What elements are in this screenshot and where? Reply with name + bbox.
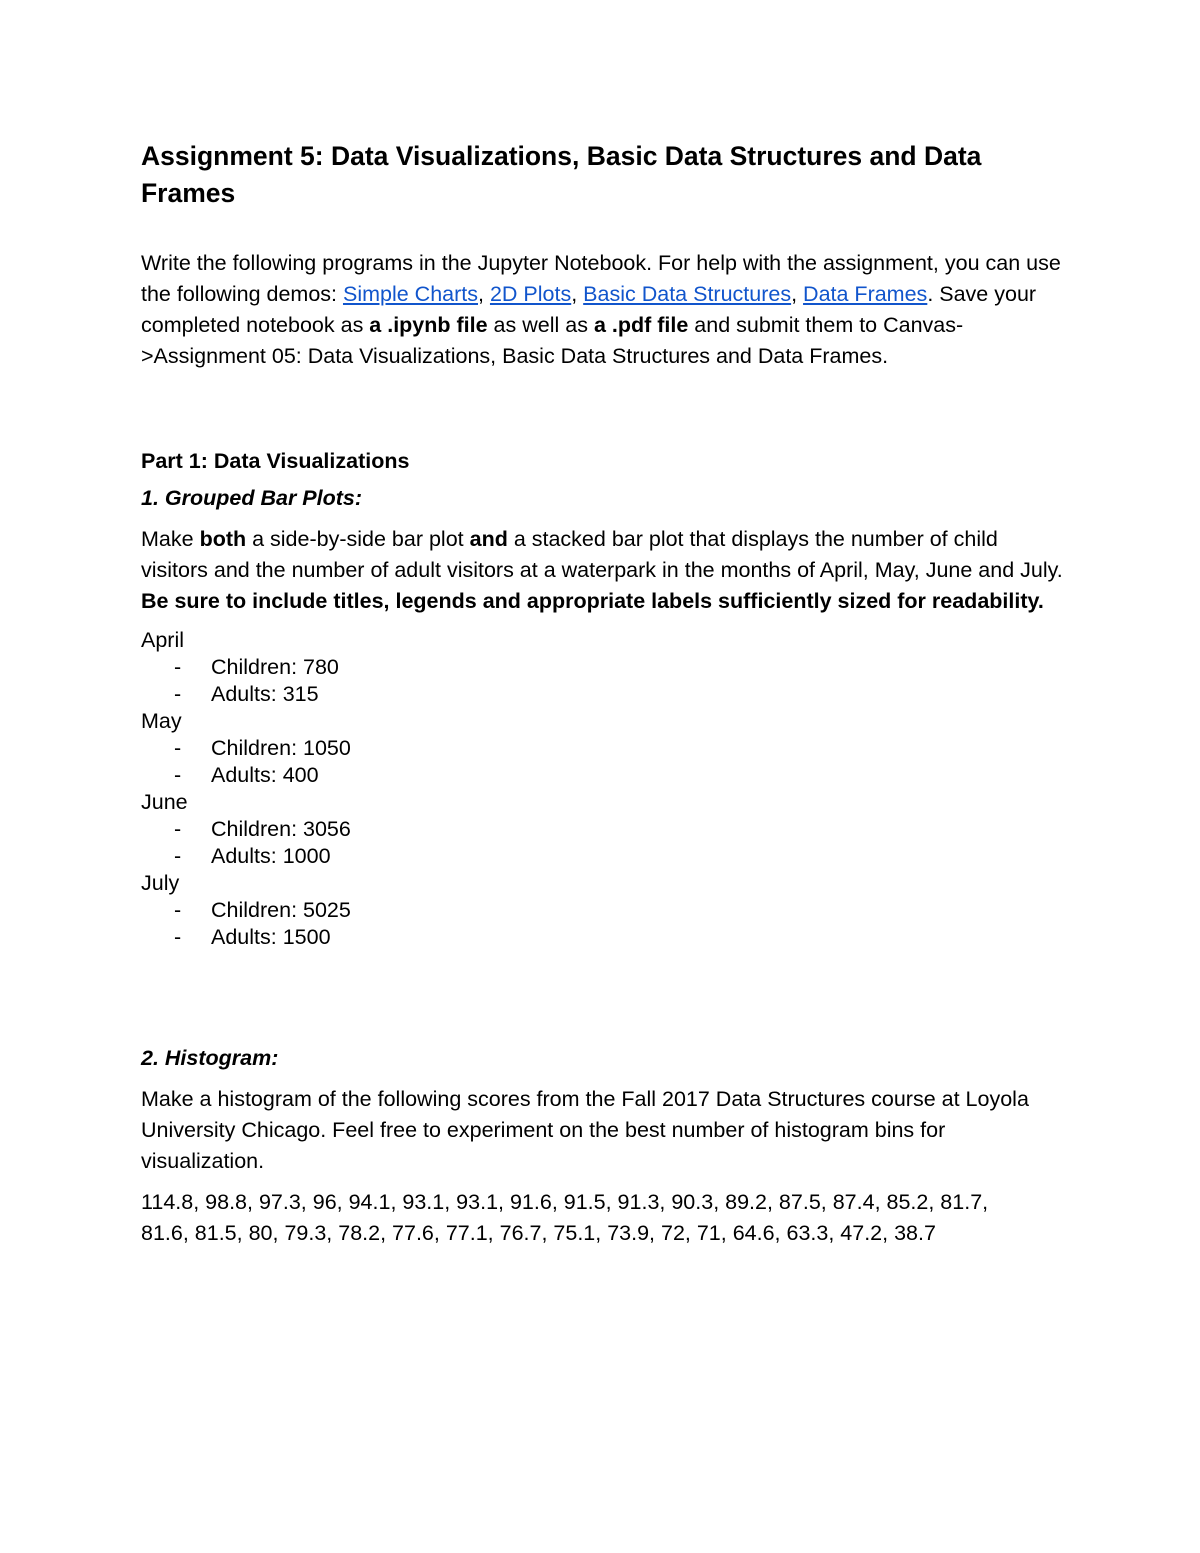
dash-bullet: - — [174, 682, 182, 706]
dash-bullet: - — [174, 898, 182, 922]
dash-bullet: - — [174, 844, 182, 868]
intro-paragraph — [141, 248, 1066, 372]
intro-text: and submit them to Canvas->Assignment 05: Data Visualizations, Basic Data Structures and Data Frames. — [141, 313, 964, 368]
assignment-title: Assignment 5: Data Visualizations, Basic Data Structures and Data Frames — [141, 141, 982, 208]
dash-bullet: - — [174, 817, 182, 841]
month-name: May — [141, 709, 182, 733]
dash-bullet: - — [174, 736, 182, 760]
list-item — [141, 924, 1066, 951]
list-item — [141, 762, 1066, 789]
separator: , — [478, 282, 490, 306]
list-item — [141, 843, 1066, 870]
readability-emphasis: Be sure to include titles, legends and appropriate labels sufficiently sized for readability. — [141, 589, 1044, 613]
visitor-data-list — [141, 627, 1066, 951]
histogram-heading: 2. Histogram: — [141, 1046, 279, 1070]
basic-data-structures-link[interactable]: Basic Data Structures — [583, 282, 792, 306]
instruction-text: a stacked bar plot that displays the number of child visitors and the number of adult visitors at a waterpark in the months of April, May, June and July. — [141, 527, 1063, 582]
both-emphasis: both — [199, 527, 247, 551]
dash-bullet: - — [174, 763, 182, 787]
list-item — [141, 681, 1066, 708]
ipynb-emphasis: a .ipynb file — [369, 313, 488, 337]
separator: , — [571, 282, 584, 306]
month-values — [141, 735, 1066, 789]
simple-charts-link[interactable]: Simple Charts — [342, 282, 478, 306]
2d-plots-link[interactable]: 2D Plots — [489, 282, 572, 306]
grouped-bar-plots-heading: 1. Grouped Bar Plots: — [141, 486, 363, 510]
part-1-heading: Part 1: Data Visualizations — [141, 449, 410, 473]
children-count: Children: 3056 — [211, 817, 351, 841]
pdf-emphasis: a .pdf file — [593, 313, 689, 337]
separator: , — [791, 282, 804, 306]
grouped-bar-plots-instructions — [141, 524, 1066, 617]
list-item — [141, 654, 1066, 681]
dash-bullet: - — [174, 655, 182, 679]
list-item — [141, 735, 1066, 762]
adults-count: Adults: 1000 — [211, 844, 331, 868]
month-name: June — [141, 790, 188, 814]
document-page — [141, 138, 1066, 1249]
and-emphasis: and — [469, 527, 508, 551]
data-frames-link[interactable]: Data Frames — [803, 282, 928, 306]
adults-count: Adults: 400 — [211, 763, 319, 787]
children-count: Children: 1050 — [211, 736, 351, 760]
children-count: Children: 780 — [211, 655, 339, 679]
month-values — [141, 654, 1066, 708]
month-name: April — [141, 628, 185, 652]
month-values — [141, 897, 1066, 951]
month-name: July — [141, 871, 180, 895]
dash-bullet: - — [174, 925, 182, 949]
scores-list: 114.8, 98.8, 97.3, 96, 94.1, 93.1, 93.1, 91.6, 91.5, 91.3, 90.3, 89.2, 87.5, 87.4, 85.2, 81.7, 81.6, 81.5, 80, 79.3, 78.2, 77.6, 77.1, 76.7, 75.1, 73.9, 72, 71, 64.6, 63.3, 47.2, 38.7 — [141, 1190, 989, 1245]
adults-count: Adults: 1500 — [211, 925, 331, 949]
children-count: Children: 5025 — [211, 898, 351, 922]
instruction-text: Make — [141, 527, 200, 551]
list-item — [141, 897, 1066, 924]
instruction-text: a side-by-side bar plot — [246, 527, 470, 551]
histogram-instructions: Make a histogram of the following scores from the Fall 2017 Data Structures course at Loyola University Chicago. Feel free to experiment on the best number of histogram bins for visualization. — [141, 1087, 1029, 1173]
intro-text: as well as — [487, 313, 594, 337]
intro-text: . Save your completed notebook as — [141, 282, 1037, 337]
month-values — [141, 816, 1066, 870]
adults-count: Adults: 315 — [211, 682, 319, 706]
list-item — [141, 816, 1066, 843]
intro-text: Write the following programs in the Jupyter Notebook. For help with the assignment, you can use the following demos: — [141, 251, 1061, 306]
